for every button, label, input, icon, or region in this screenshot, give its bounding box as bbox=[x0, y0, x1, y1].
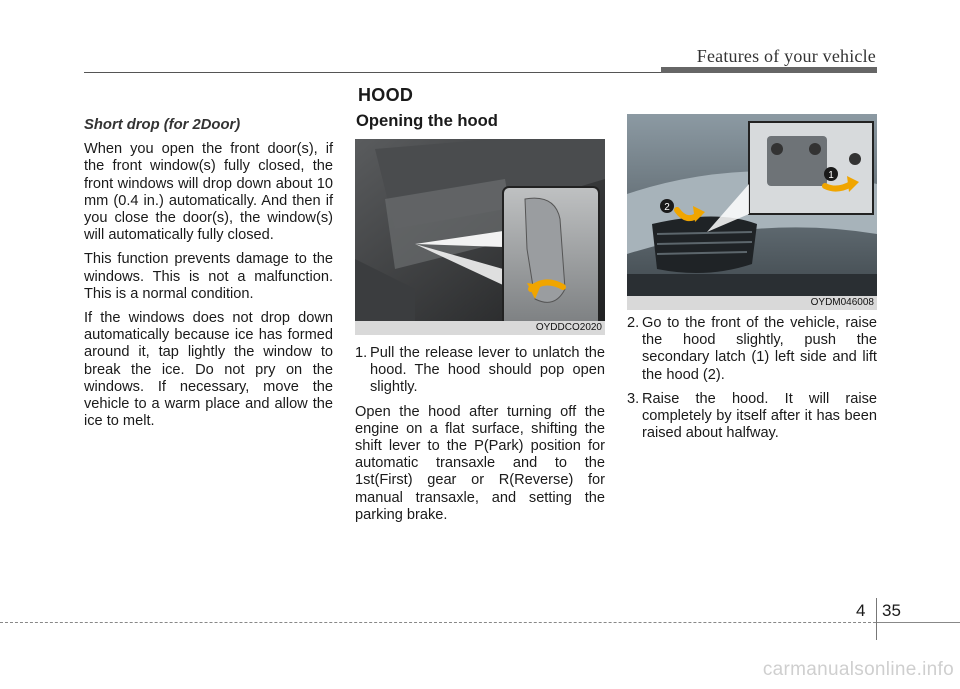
watermark: carmanualsonline.info bbox=[762, 659, 954, 680]
step-item bbox=[627, 391, 877, 443]
footer-rule bbox=[0, 622, 876, 623]
step-text: Raise the hood. It will raise completely by itself after it has been raised about halfway. bbox=[642, 390, 877, 442]
opening-hood-heading: Opening the hood bbox=[356, 111, 498, 130]
column-2-text bbox=[355, 345, 605, 531]
paragraph: If the windows does not drop down automatically because ice has formed around it, tap lightly the window to break the ice. Do not pry on the windows. If necessary, move the vehicle to a warm place and allow the ice to melt. bbox=[84, 310, 333, 430]
section-title: HOOD bbox=[358, 85, 414, 105]
step-text: Pull the release lever to unlatch the hood. The hood should pop open slightly. bbox=[370, 345, 605, 396]
step-number: 3. bbox=[627, 390, 640, 407]
step-item bbox=[355, 345, 605, 397]
callout-1: 1 bbox=[828, 170, 834, 181]
step-text: Go to the front of the vehicle, raise the hood slightly, push the secondary latch (1) left side and lift the hood (2). bbox=[642, 315, 877, 383]
page-header-title: Features of your vehicle bbox=[696, 46, 876, 66]
chapter-number: 4 bbox=[856, 601, 866, 620]
footer-rule-end bbox=[876, 622, 960, 623]
paragraph: When you open the front door(s), if the front window(s) fully closed, the front windows will drop down about 10 mm (0.4 in.) automatically. And then if you close the door(s), the window(s) will automatically fully closed. bbox=[84, 141, 333, 244]
figure-hood-latch bbox=[627, 114, 877, 310]
step-number: 2. bbox=[627, 315, 640, 331]
header-rule bbox=[84, 72, 661, 73]
paragraph: This function prevents damage to the windows. This is not a malfunction. This is a normal condition. bbox=[84, 251, 333, 302]
page-number: 35 bbox=[882, 601, 901, 620]
figure-release-lever bbox=[355, 139, 605, 335]
page-divider bbox=[876, 598, 877, 640]
column-1 bbox=[84, 117, 333, 437]
step-item bbox=[627, 315, 877, 384]
release-lever-illustration bbox=[355, 139, 605, 335]
figure-caption: OYDM046008 bbox=[627, 296, 877, 310]
step-number: 1. bbox=[355, 345, 368, 361]
column-3-text bbox=[627, 315, 877, 449]
subheading: Short drop (for 2Door) bbox=[84, 117, 241, 133]
header-rule-accent bbox=[661, 67, 877, 73]
hood-latch-illustration bbox=[627, 114, 877, 310]
figure-caption: OYDDCO2020 bbox=[355, 321, 605, 335]
paragraph: Open the hood after turning off the engine on a flat surface, shifting the shift lever to the P(Park) position for automatic transaxle and to the 1st(First) gear or R(Reverse) for manual transaxle, and setting the parking brake. bbox=[355, 403, 605, 523]
callout-2: 2 bbox=[664, 202, 670, 213]
